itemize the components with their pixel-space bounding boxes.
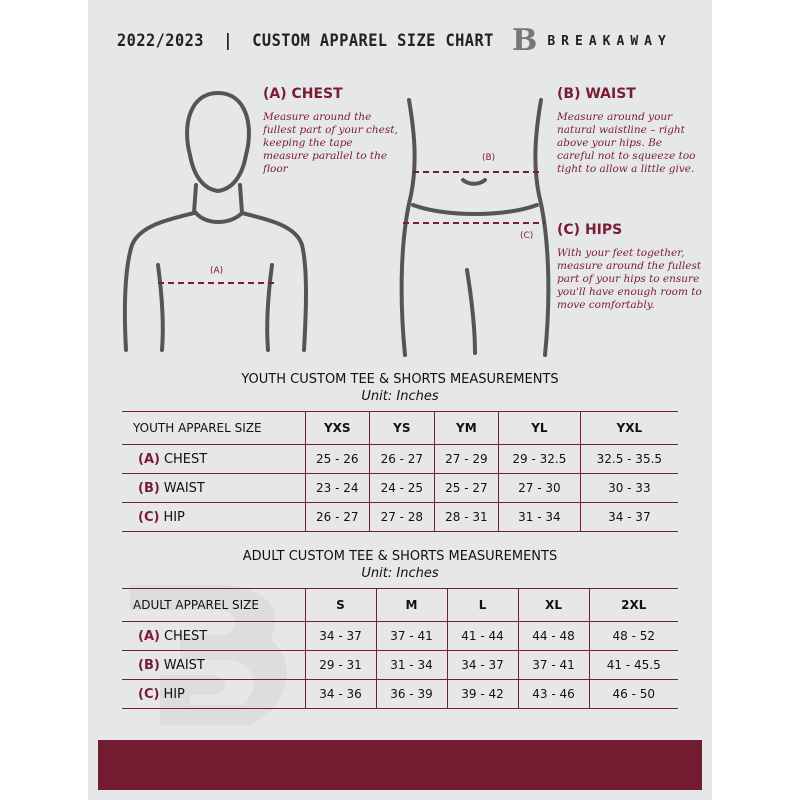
measure-name: WAIST <box>163 657 205 673</box>
size-label: YOUTH APPAREL SIZE <box>122 412 305 445</box>
page-title: 2022/2023 | CUSTOM APPAREL SIZE CHART <box>117 31 494 51</box>
measurement-cell: 41 - 45.5 <box>589 651 678 680</box>
measure-code: (B) <box>138 657 160 673</box>
measure-label <box>122 445 305 474</box>
youth-size-table <box>122 411 678 532</box>
measurement-cell: 28 - 31 <box>434 503 499 532</box>
size-header: M <box>376 589 447 622</box>
size-header: YS <box>370 412 435 445</box>
measurement-cell: 29 - 32.5 <box>499 445 581 474</box>
measurement-cell: 27 - 29 <box>434 445 499 474</box>
table-row <box>122 503 678 532</box>
measure-code: (A) <box>138 628 160 644</box>
hips-heading: (C) HIPS <box>557 222 623 238</box>
measurement-cell: 34 - 37 <box>580 503 678 532</box>
measurement-cell: 39 - 42 <box>447 680 518 709</box>
measurement-cell: 44 - 48 <box>518 622 589 651</box>
measurement-cell: 31 - 34 <box>376 651 447 680</box>
hips-description: With your feet together, measure around the fullest part of your hips to ensure you'll have enough room to move comfortably. <box>557 247 702 311</box>
measurement-cell: 34 - 37 <box>447 651 518 680</box>
measurement-cell: 36 - 39 <box>376 680 447 709</box>
measurement-cell: 41 - 44 <box>447 622 518 651</box>
table-row <box>122 474 678 503</box>
table-row <box>122 622 678 651</box>
measurement-cell: 46 - 50 <box>589 680 678 709</box>
measurement-cell: 34 - 37 <box>305 622 376 651</box>
measurement-cell: 32.5 - 35.5 <box>580 445 678 474</box>
logo-mark-icon: B <box>512 23 538 58</box>
measurement-cell: 34 - 36 <box>305 680 376 709</box>
measure-name: HIP <box>163 509 185 525</box>
size-header: S <box>305 589 376 622</box>
measure-code: (C) <box>138 509 160 525</box>
measurement-cell: 29 - 31 <box>305 651 376 680</box>
adult-section-title: ADULT CUSTOM TEE & SHORTS MEASUREMENTS <box>242 549 558 564</box>
measure-code: (A) <box>138 451 160 467</box>
youth-section-title: YOUTH CUSTOM TEE & SHORTS MEASUREMENTS <box>241 372 559 387</box>
adult-unit: Unit: Inches <box>361 566 439 581</box>
measurement-cell: 37 - 41 <box>518 651 589 680</box>
measure-label <box>122 622 305 651</box>
measurement-cell: 23 - 24 <box>305 474 370 503</box>
measurement-cell: 37 - 41 <box>376 622 447 651</box>
footer-bar <box>98 740 702 790</box>
table-row <box>122 680 678 709</box>
waist-description: Measure around your natural waistline – right above your hips. Be careful not to squeeze too tight to allow a little give. <box>557 111 696 175</box>
measure-code: (B) <box>138 480 160 496</box>
measurement-cell: 24 - 25 <box>370 474 435 503</box>
measurement-cell: 25 - 27 <box>434 474 499 503</box>
measurement-cell: 26 - 27 <box>370 445 435 474</box>
lower-body-figure <box>395 95 555 360</box>
size-header: L <box>447 589 518 622</box>
measurement-cell: 25 - 26 <box>305 445 370 474</box>
table-row <box>122 445 678 474</box>
table-header-row <box>122 412 678 445</box>
table-header-row <box>122 589 678 622</box>
chest-heading: (A) CHEST <box>263 86 343 102</box>
measurement-cell: 31 - 34 <box>499 503 581 532</box>
hips-marker: (C) <box>520 231 534 241</box>
measure-name: CHEST <box>163 628 208 644</box>
size-header: YL <box>499 412 581 445</box>
measure-label <box>122 503 305 532</box>
measure-name: CHEST <box>163 451 208 467</box>
size-header: YXS <box>305 412 370 445</box>
table-row <box>122 651 678 680</box>
measure-label <box>122 474 305 503</box>
measurement-cell: 30 - 33 <box>580 474 678 503</box>
size-header: YXL <box>580 412 678 445</box>
chest-marker: (A) <box>210 266 224 276</box>
measure-name: WAIST <box>163 480 205 496</box>
size-header: XL <box>518 589 589 622</box>
measurement-cell: 27 - 30 <box>499 474 581 503</box>
adult-size-table <box>122 588 678 709</box>
measure-label <box>122 651 305 680</box>
youth-unit: Unit: Inches <box>361 389 439 404</box>
size-header: YM <box>434 412 499 445</box>
chest-description: Measure around the fullest part of your chest, keeping the tape measure parallel to the floor <box>263 111 398 175</box>
size-header: 2XL <box>589 589 678 622</box>
measurement-cell: 48 - 52 <box>589 622 678 651</box>
measure-label <box>122 680 305 709</box>
waist-heading: (B) WAIST <box>557 86 636 102</box>
measurement-cell: 43 - 46 <box>518 680 589 709</box>
measurement-cell: 27 - 28 <box>370 503 435 532</box>
waist-marker: (B) <box>482 153 496 163</box>
brand-logo <box>512 23 672 58</box>
measure-code: (C) <box>138 686 160 702</box>
size-label: ADULT APPAREL SIZE <box>122 589 305 622</box>
measurement-cell: 26 - 27 <box>305 503 370 532</box>
measure-name: HIP <box>163 686 185 702</box>
brand-name: BREAKAWAY <box>547 33 672 49</box>
